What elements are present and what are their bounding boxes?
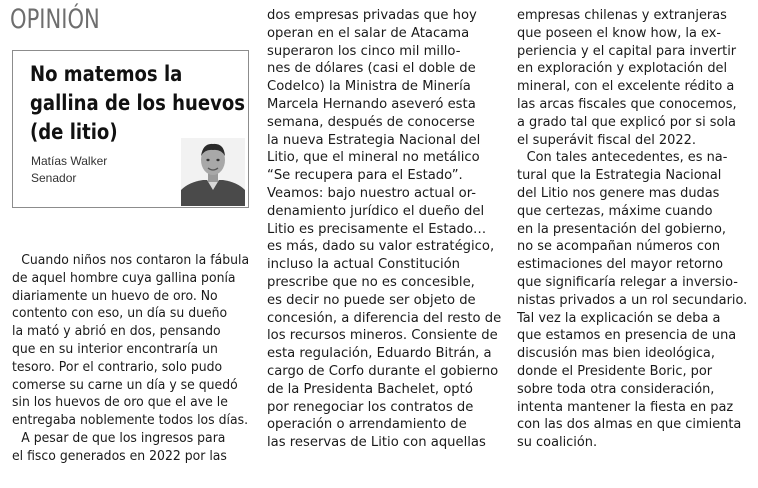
text-line: es más, dado su valor estratégico, [267, 238, 495, 255]
text-line: superaron los cinco mil millo- [267, 42, 461, 59]
headline-line: (de litio) [30, 120, 118, 144]
text-line: a grado tal que explicó por si sola [517, 113, 736, 130]
body-column-3 [517, 7, 757, 452]
text-line: que significaría relegar a inversio- [517, 273, 738, 290]
body-column-1 [12, 252, 269, 466]
text-line: de la Presidenta Bachelet, optó [267, 380, 473, 397]
text-line: Codelco) la Ministra de Minería [267, 78, 471, 95]
text-line: contento con eso, un día su dueño [12, 305, 228, 322]
text-line: que en su interior encontraría un [12, 340, 218, 357]
text-line: empresas chilenas y extranjeras [517, 7, 727, 23]
text-line: que estamos en presencia de una [517, 327, 737, 344]
text-line: con las dos almas en que cimienta [517, 416, 742, 433]
text-line: “Se recupera para el Estado”. [267, 167, 463, 184]
text-line: comerse su carne un día y se quedó [12, 376, 238, 393]
author-portrait-icon [181, 138, 245, 206]
text-line: discusión mas bien ideológica, [517, 345, 715, 362]
text-line: donde el Presidente Boric, por [517, 362, 713, 379]
text-line: denamiento jurídico el dueño del [267, 202, 485, 219]
text-line: esta regulación, Eduardo Bitrán, a [267, 345, 492, 362]
text-line: tesoro. Por el contrario, solo pudo [12, 358, 223, 375]
text-line: Litio, que el mineral no metálico [267, 149, 480, 166]
text-line: intenta mantener la fiesta en paz [517, 398, 734, 415]
text-line: operan en el salar de Atacama [267, 24, 470, 41]
text-line: prescribe que no es concesible, [267, 273, 475, 290]
text-line: mineral, con el excelente rédito a [517, 78, 735, 95]
text-line: sobre toda otra consideración, [517, 380, 715, 397]
text-line: la nueva Estrategia Nacional del [267, 131, 481, 148]
body-column-2 [267, 7, 507, 452]
text-line: concesión, a diferencia del resto de [267, 309, 502, 326]
text-line: que certezas, máxime cuando [517, 202, 713, 219]
article-headline [30, 60, 246, 147]
text-line: sin los huevos de oro que el ave le [12, 394, 228, 411]
paragraph [12, 252, 269, 430]
text-line: es decir no puede ser objeto de [267, 291, 476, 308]
text-line: estimaciones del mayor retorno [517, 256, 724, 273]
text-line: las arcas fiscales que conocemos, [517, 95, 737, 112]
text-line: periencia y el capital para invertir [517, 42, 737, 59]
text-line: diariamente un huevo de oro. No [12, 287, 218, 304]
text-line: incluso la actual Constitución [267, 256, 461, 273]
text-line: Cuando niños nos contaron la fábula [21, 252, 250, 268]
author-name: Matías Walker [31, 154, 108, 168]
text-line: nes de dólares (casi el doble de [267, 60, 476, 77]
text-line: entregaba noblemente todos los días. [12, 412, 249, 429]
author-byline [31, 153, 107, 187]
text-line: tural que la Estrategia Nacional [517, 167, 722, 184]
section-title: OPINIÓN [10, 4, 100, 35]
text-line: operación o arrendamiento de [267, 416, 467, 433]
text-line: los recursos mineros. Consiente de [267, 327, 498, 344]
text-line: Con tales antecedentes, es na- [526, 149, 728, 166]
text-line: de aquel hombre cuya gallina ponía [12, 269, 236, 286]
headline-line: No matemos la [30, 62, 183, 86]
text-line: por renegociar los contratos de [267, 398, 474, 415]
text-line: en la presentación del gobierno, [517, 220, 726, 237]
text-line: Litio es precisamente el Estado… [267, 220, 487, 237]
paragraph [517, 149, 757, 309]
text-line: Marcela Hernando aseveró esta [267, 95, 476, 112]
text-line: nistas privados a un rol secundario. [517, 291, 748, 308]
paragraph [517, 7, 757, 149]
text-line: Veamos: bajo nuestro actual or- [267, 184, 477, 201]
text-line: no se acompañan números con [517, 238, 721, 255]
text-line: semana, después de conocerse [267, 113, 475, 130]
text-line: las reservas de Litio con aquellas [267, 434, 486, 451]
text-line: en exploración y explotación del [517, 60, 728, 77]
paragraph [267, 7, 507, 452]
headline-line: gallina de los huevos [30, 91, 246, 115]
text-line: cargo de Corfo durante el gobierno [267, 362, 499, 379]
text-line: que poseen el know how, la ex- [517, 24, 722, 41]
paragraph [12, 430, 269, 466]
text-line: del Litio nos genere mas dudas [517, 184, 720, 201]
text-line: Tal vez la explicación se deba a [517, 309, 721, 326]
author-role: Senador [31, 171, 77, 185]
text-line: su coalición. [517, 434, 598, 451]
text-line: A pesar de que los ingresos para [21, 429, 226, 446]
text-line: dos empresas privadas que hoy [267, 7, 477, 23]
text-line: el fisco generados en 2022 por las [12, 447, 227, 464]
text-line: la mató y abrió en dos, pensando [12, 323, 221, 340]
text-line: el superávit fiscal del 2022. [517, 131, 696, 148]
paragraph [517, 310, 757, 452]
